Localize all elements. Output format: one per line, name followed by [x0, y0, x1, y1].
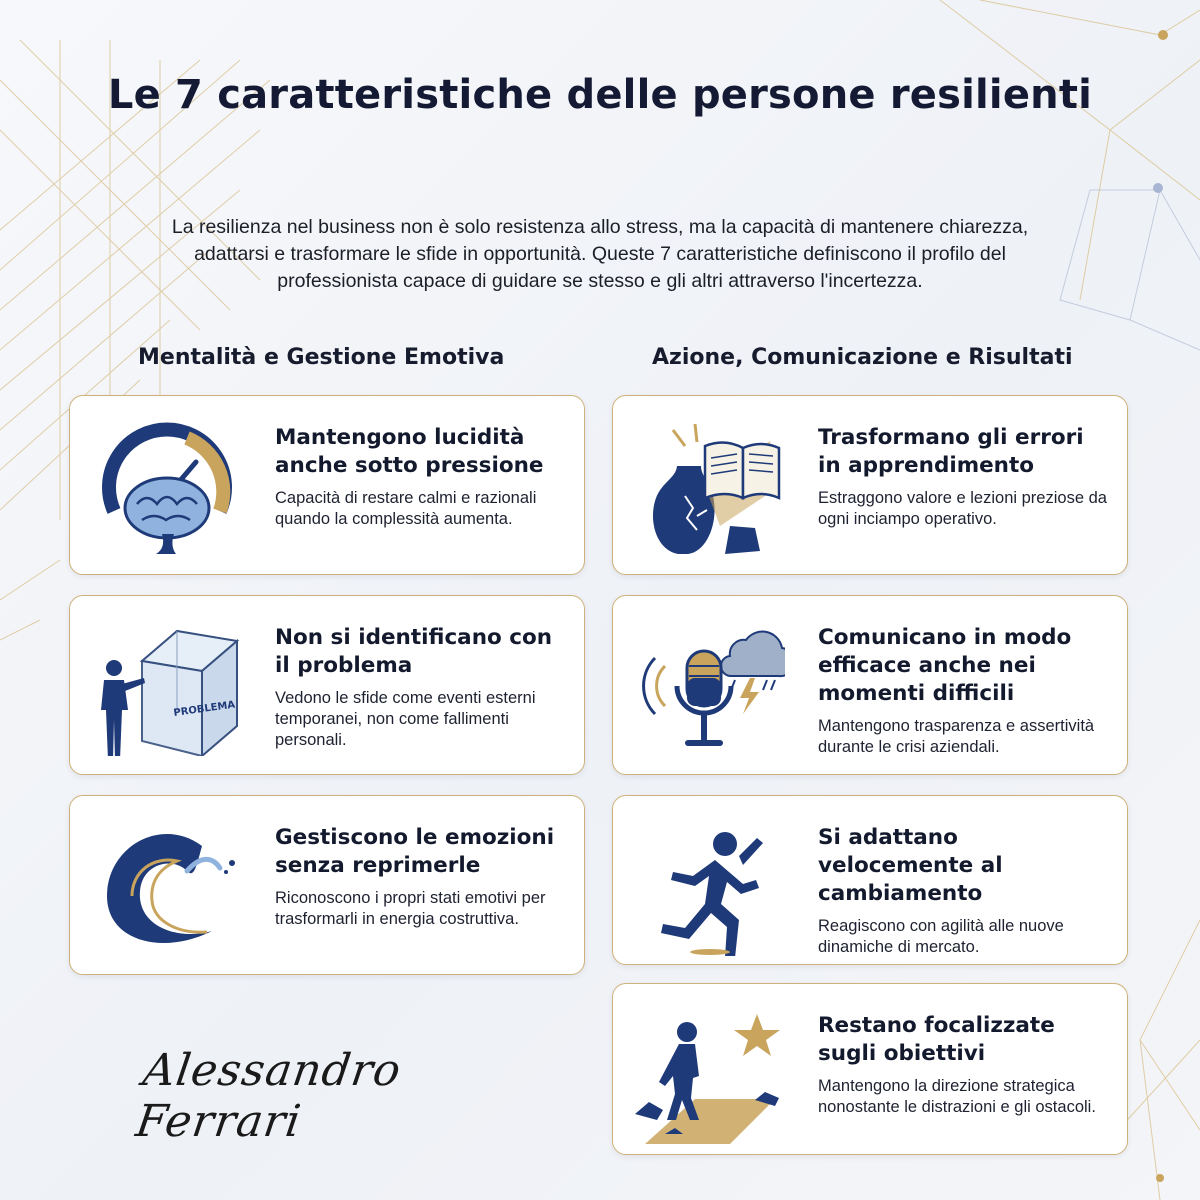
top-right-network-decoration [900, 0, 1200, 360]
card-problema [69, 595, 585, 775]
walking-star-icon [635, 1004, 785, 1144]
card-lucidita [69, 395, 585, 575]
card-title: Mantengono lucidità anche sotto pressione [275, 425, 544, 478]
card-title: Si adattano velocemente al cambiamento [818, 825, 1003, 906]
card-description: Vedono le sfide come eventi esterni temporanei, non come fallimenti personali. [275, 689, 536, 749]
card-description: Mantengono la direzione strategica nonostante le distrazioni e gli ostacoli. [818, 1077, 1096, 1116]
intro-paragraph: La resilienza nel business non è solo resistenza allo stress, ma la capacità di mantenere chiarezza, adattarsi e trasformare le sfide in opportunità. Queste 7 caratteristiche definiscono il profilo del professionista capace di guidare se stesso e gli altri attraverso l'incertezza. [171, 216, 1029, 292]
broken-vase-book-icon [635, 416, 785, 556]
card-comunicano [612, 595, 1128, 775]
card-description: Capacità di restare calmi e razionali quando la complessità aumenta. [275, 489, 537, 528]
card-obiettivi [612, 983, 1128, 1155]
card-description: Mantengono trasparenza e assertività durante le crisi aziendali. [818, 717, 1095, 756]
card-title: Non si identificano con il problema [275, 625, 553, 678]
right-column-heading: Azione, Comunicazione e Risultati [652, 345, 1073, 370]
left-column-heading: Mentalità e Gestione Emotiva [138, 345, 505, 370]
running-person-icon [635, 816, 785, 956]
card-description: Estraggono valore e lezioni preziose da ogni inciampo operativo. [818, 489, 1107, 528]
card-description: Riconoscono i propri stati emotivi per trasformarli in energia costruttiva. [275, 889, 546, 928]
signature: Alessandro Ferrari [132, 1045, 405, 1147]
card-errori [612, 395, 1128, 575]
brain-gauge-icon [92, 416, 242, 556]
card-description: Reagiscono con agilità alle nuove dinamiche di mercato. [818, 917, 1064, 956]
microphone-storm-icon [635, 616, 785, 756]
card-emozioni [69, 795, 585, 975]
card-title: Comunicano in modo efficace anche nei momenti difficili [818, 625, 1072, 706]
card-title: Gestiscono le emozioni senza reprimerle [275, 825, 555, 878]
card-title: Trasformano gli errori in apprendimento [818, 425, 1084, 478]
person-cube-icon [92, 616, 242, 756]
page-title: Le 7 caratteristiche delle persone resilienti [107, 72, 1093, 118]
card-title: Restano focalizzate sugli obiettivi [818, 1013, 1055, 1066]
wave-icon [92, 816, 242, 956]
problema-label: PROBLEMA [172, 699, 236, 719]
card-adattano [612, 795, 1128, 965]
